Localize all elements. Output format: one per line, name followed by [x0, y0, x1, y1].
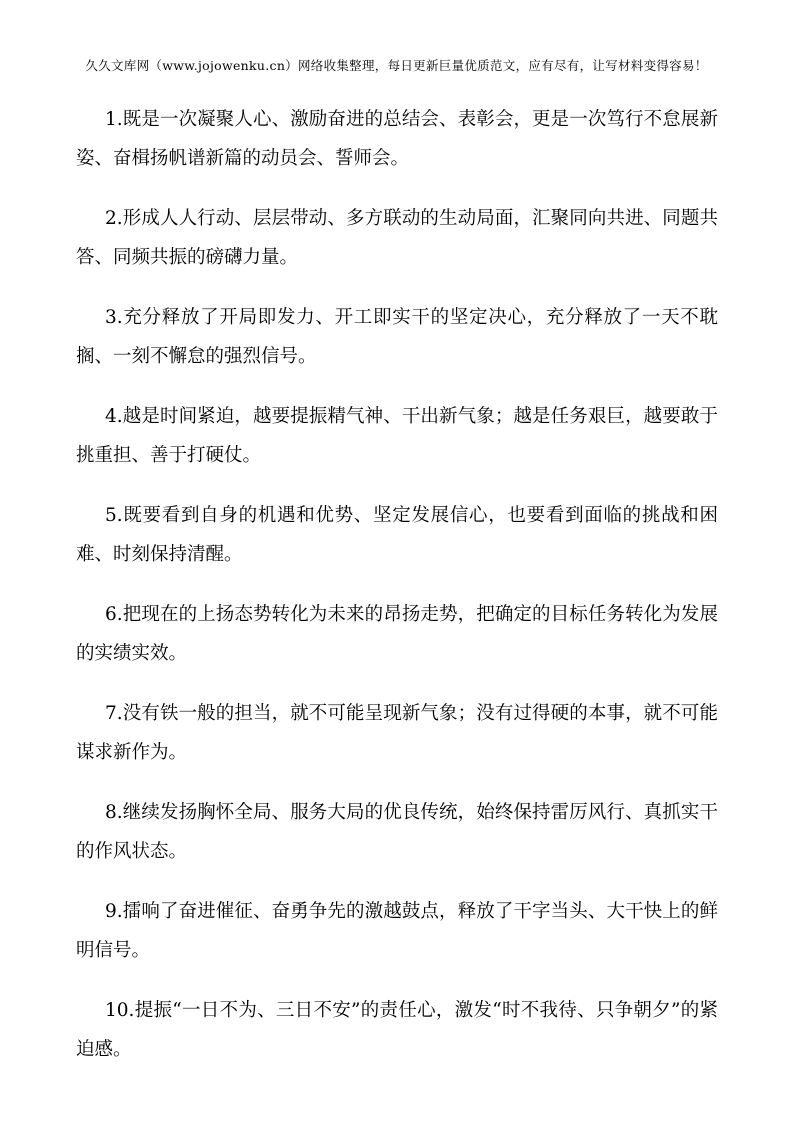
paragraph-6: 6.把现在的上扬态势转化为未来的昂扬走势，把确定的目标任务转化为发展的实绩实效。 — [76, 604, 718, 664]
paragraph-7: 7.没有铁一般的担当，就不可能呈现新气象；没有过得硬的本事，就不可能谋求新作为。 — [76, 703, 718, 763]
document-body — [76, 100, 718, 1090]
paragraph-5: 5.既要看到自身的机遇和优势、坚定发展信心，也要看到面临的挑战和困难、时刻保持清醒。 — [76, 505, 718, 565]
paragraph-10: 10.提振“一日不为、三日不安”的责任心，激发“时不我待、只争朝夕”的紧迫感。 — [76, 1000, 718, 1060]
paragraph-9: 9.擂响了奋进催征、奋勇争先的激越鼓点，释放了干字当头、大干快上的鲜明信号。 — [76, 901, 718, 961]
paragraph-4: 4.越是时间紧迫，越要提振精气神、干出新气象；越是任务艰巨，越要敢于挑重担、善于打硬仗。 — [76, 406, 718, 466]
paragraph-2: 2.形成人人行动、层层带动、多方联动的生动局面，汇聚同向共进、同题共答、同频共振的磅礴力量。 — [76, 208, 718, 268]
page-header: 久久文库网（www.jojowenku.cn）网络收集整理，每日更新巨量优质范文，应有尽有，让写材料变得容易！ — [85, 58, 708, 73]
paragraph-1: 1.既是一次凝聚人心、激励奋进的总结会、表彰会，更是一次笃行不怠展新姿、奋楫扬帆谱新篇的动员会、誓师会。 — [76, 109, 718, 169]
paragraph-8: 8.继续发扬胸怀全局、服务大局的优良传统，始终保持雷厉风行、真抓实干的作风状态。 — [76, 802, 718, 862]
paragraph-3: 3.充分释放了开局即发力、开工即实干的坚定决心，充分释放了一天不耽搁、一刻不懈怠的强烈信号。 — [76, 307, 718, 367]
